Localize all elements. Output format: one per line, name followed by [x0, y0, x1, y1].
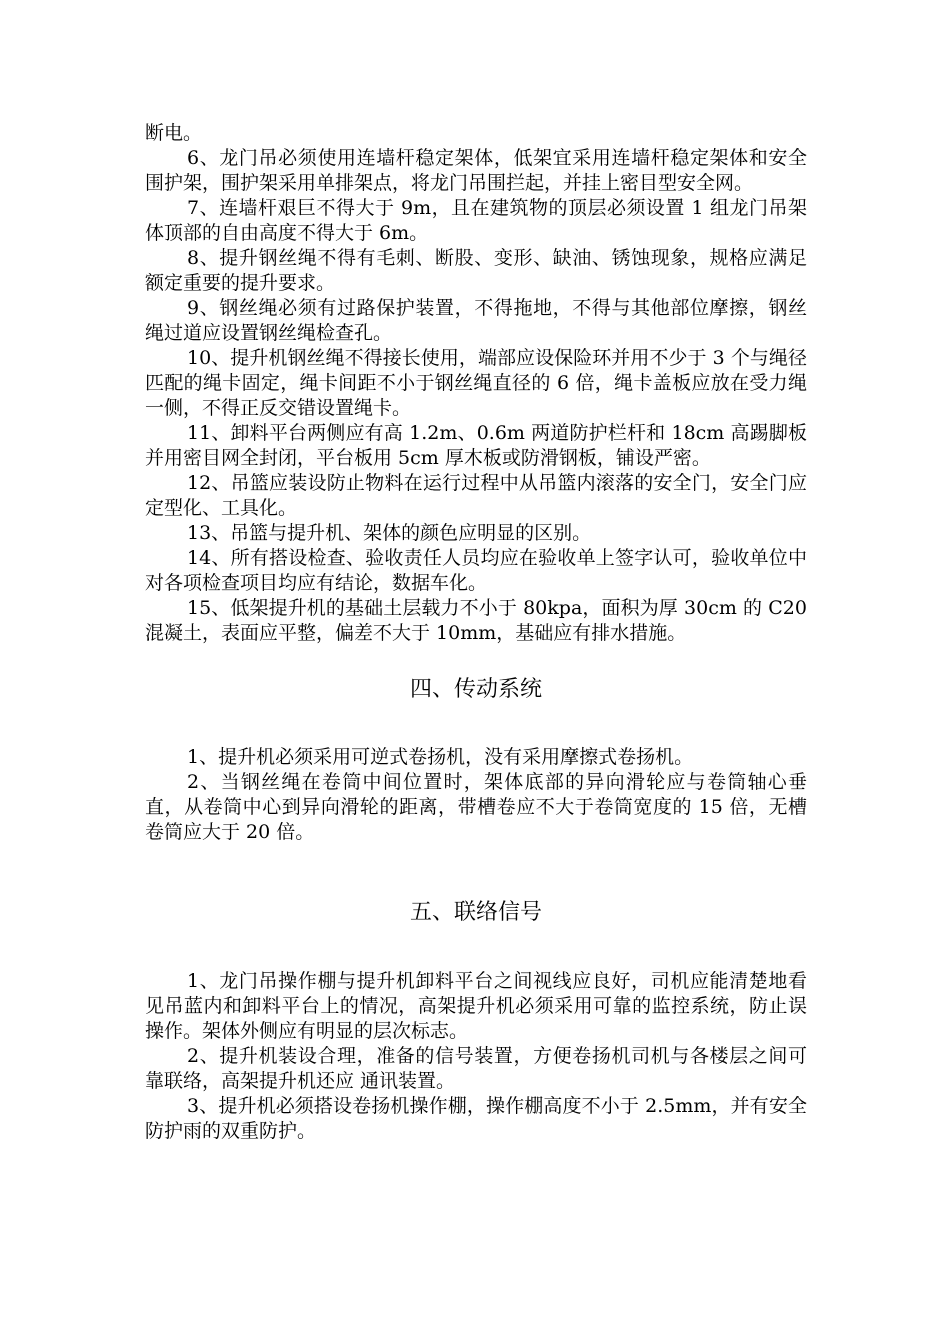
paragraph-signals-2: 2、提升机装设合理，准备的信号装置，方便卷扬机司机与各楼层之间可靠联络，高架提升机还应 通讯装置。 [145, 1045, 807, 1092]
paragraph-signals-1: 1、龙门吊操作棚与提升机卸料平台之间视线应良好，司机应能清楚地看见吊蓝内和卸料平台上的情况，高架提升机必须采用可靠的监控系统，防止误操作。架体外侧应有明显的层次标志。 [145, 970, 807, 1042]
paragraph-item-10: 10、提升机钢丝绳不得接长使用，端部应设保险环并用不少于 3 个与绳径匹配的绳卡固定，绳卡间距不小于钢丝绳直径的 6 倍，绳卡盖板应放在受力绳一侧，不得正反交错设置绳卡。 [145, 347, 807, 419]
paragraph-item-9: 9、钢丝绳必须有过路保护装置，不得拖地，不得与其他部位摩擦，钢丝绳过道应设置钢丝绳检查孔。 [145, 297, 807, 344]
paragraph-transmission-1: 1、提升机必须采用可逆式卷扬机，没有采用摩擦式卷扬机。 [187, 746, 694, 768]
section-heading-transmission: 四、传动系统 [409, 677, 542, 702]
spacer [145, 705, 807, 745]
spacer [145, 646, 807, 675]
spacer [145, 928, 807, 969]
paragraph-signals-3: 3、提升机必须搭设卷扬机操作棚，操作棚高度不小于 2.5mm，并有安全防护雨的双重防护。 [145, 1095, 807, 1142]
spacer [145, 845, 807, 898]
paragraph-item-13: 13、吊篮与提升机、架体的颜色应明显的区别。 [187, 522, 592, 544]
paragraph-item-14: 14、所有搭设检查、验收责任人员均应在验收单上签字认可，验收单位中对各项检查项目均应有结论，数据车化。 [145, 547, 807, 594]
paragraph-item-6: 6、龙门吊必须使用连墙杆稳定架体，低架宜采用连墙杆稳定架体和安全围护架，围护架采用单排架点，将龙门吊围拦起，并挂上密目型安全网。 [145, 147, 807, 194]
paragraph-item-11: 11、卸料平台两侧应有高 1.2m、0.6m 两道防护栏杆和 18cm 高踢脚板并用密目网全封闭，平台板用 5cm 厚木板或防滑钢板，铺设严密。 [145, 422, 807, 469]
document-body [145, 121, 807, 1144]
paragraph-transmission-2: 2、当钢丝绳在卷筒中间位置时，架体底部的异向滑轮应与卷筒轴心垂直，从卷筒中心到异向滑轮的距离，带槽卷应不大于卷筒宽度的 15 倍，无槽卷筒应大于 20 倍。 [145, 771, 807, 843]
paragraph-continuation: 断电。 [145, 122, 203, 144]
section-heading-signals: 五、联络信号 [409, 900, 542, 925]
paragraph-item-12: 12、吊篮应装设防止物料在运行过程中从吊篮内滚落的安全门，安全门应定型化、工具化。 [145, 472, 807, 519]
paragraph-item-15: 15、低架提升机的基础土层载力不小于 80kpa，面积为厚 30cm 的 C20 混凝土，表面应平整，偏差不大于 10mm，基础应有排水措施。 [145, 597, 807, 644]
paragraph-item-7: 7、连墙杆艰巨不得大于 9m，且在建筑物的顶层必须设置 1 组龙门吊架体顶部的自由高度不得大于 6m。 [145, 197, 807, 244]
paragraph-item-8: 8、提升钢丝绳不得有毛刺、断股、变形、缺油、锈蚀现象，规格应满足额定重要的提升要求。 [145, 247, 807, 294]
